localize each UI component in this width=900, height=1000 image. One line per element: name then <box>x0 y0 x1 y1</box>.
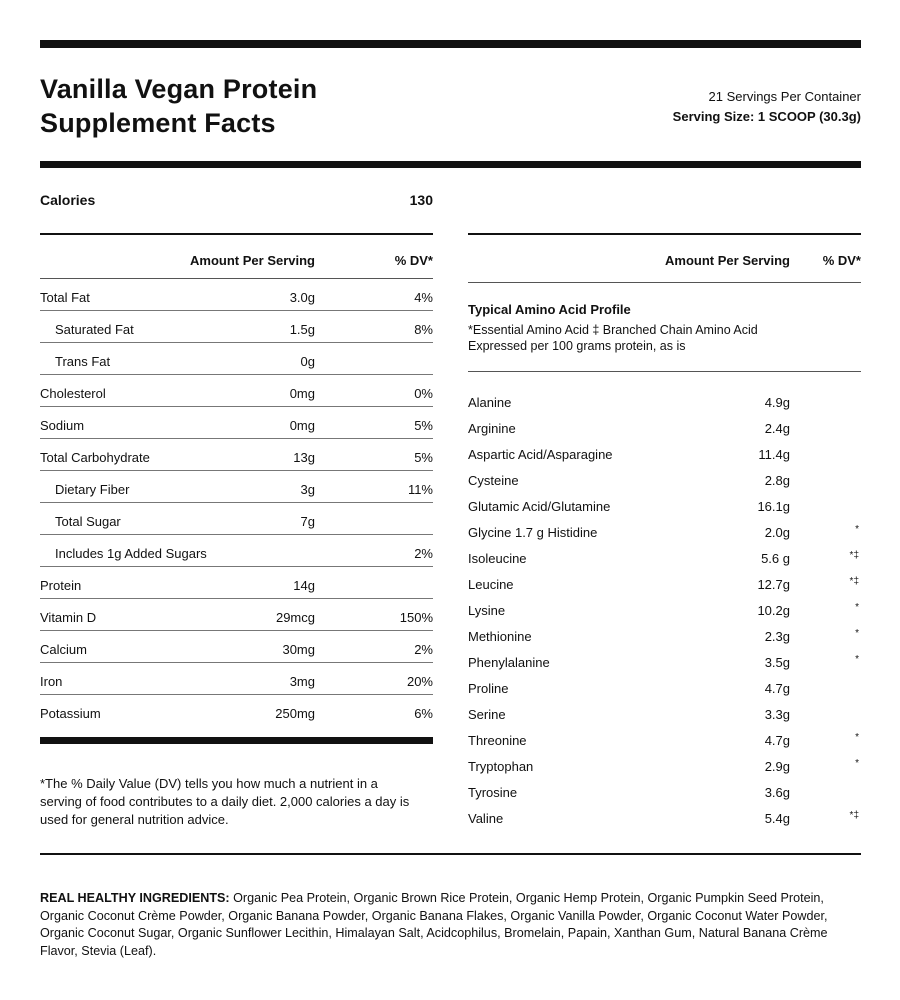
nutrient-row <box>40 535 433 567</box>
amino-name: Isoleucine <box>468 551 527 566</box>
amount-header: Amount Per Serving <box>190 253 315 268</box>
nutrient-row <box>40 311 433 343</box>
amino-amount: 2.9g <box>764 759 790 774</box>
amino-row <box>468 729 861 755</box>
amino-name: Leucine <box>468 577 514 592</box>
amino-profile-heading <box>468 283 861 372</box>
nutrient-amount: 0mg <box>289 386 315 401</box>
amino-name: Tryptophan <box>468 759 534 774</box>
serving-info <box>673 87 861 127</box>
amino-amount: 3.6g <box>764 785 790 800</box>
nutrient-dv: 5% <box>414 450 433 465</box>
amino-amount: 12.7g <box>757 577 790 592</box>
nutrient-name: Sodium <box>40 418 85 433</box>
amino-row <box>468 417 861 443</box>
amino-profile-note <box>468 322 861 354</box>
nutrient-name: Potassium <box>40 706 101 721</box>
nutrient-amount: 3.0g <box>289 290 315 305</box>
nutrient-row <box>40 375 433 407</box>
nutrient-amount: 0mg <box>289 418 315 433</box>
nutrient-dv: 150% <box>399 610 433 625</box>
servings-per-container: 21 Servings Per Container <box>708 89 861 104</box>
nutrient-amount: 29mcg <box>275 610 315 625</box>
nutrient-amount: 1.5g <box>289 322 315 337</box>
amino-amount: 11.4g <box>758 447 790 462</box>
nutrient-row <box>40 407 433 439</box>
nutrient-row <box>40 503 433 535</box>
amino-amount: 4.7g <box>764 681 790 696</box>
amino-name: Lysine <box>468 603 506 618</box>
amino-row <box>468 703 861 729</box>
amino-row <box>468 625 861 651</box>
nutrient-table <box>40 233 433 744</box>
nutrient-dv: 5% <box>414 418 433 433</box>
amino-acid-table <box>468 233 861 833</box>
ingredients-divider <box>40 853 861 855</box>
amino-name: Proline <box>468 681 509 696</box>
dv-header: % DV* <box>394 253 433 268</box>
nutrient-name: Total Carbohydrate <box>40 450 150 465</box>
amino-marker: * <box>855 628 859 639</box>
calories-label: Calories <box>40 192 96 208</box>
amino-amount: 2.3g <box>764 629 790 644</box>
amino-amount: 4.9g <box>764 395 790 410</box>
amino-amount: 3.3g <box>764 707 790 722</box>
amino-row <box>468 547 861 573</box>
nutrient-dv: 2% <box>414 546 433 561</box>
amino-marker: * <box>855 758 859 769</box>
amino-row <box>468 651 861 677</box>
calories-value: 130 <box>409 192 433 208</box>
amino-dv-header: % DV* <box>822 253 861 268</box>
amino-legend: *Essential Amino Acid ‡ Branched Chain Amino Acid <box>468 323 758 337</box>
nutrient-name: Iron <box>40 674 63 689</box>
nutrient-amount: 3g <box>300 482 315 497</box>
page-title <box>40 72 317 140</box>
amino-table-header <box>468 235 861 283</box>
nutrient-dv: 4% <box>414 290 433 305</box>
nutrient-name: Calcium <box>40 642 87 657</box>
amino-amount: 3.5g <box>764 655 790 670</box>
amino-marker: * <box>855 524 859 535</box>
nutrient-amount: 7g <box>300 514 315 529</box>
nutrient-dv: 8% <box>414 322 433 337</box>
amino-amount: 4.7g <box>764 733 790 748</box>
nutrient-name: Saturated Fat <box>55 322 134 337</box>
nutrient-dv: 6% <box>414 706 433 721</box>
nutrient-row <box>40 439 433 471</box>
nutrient-name: Total Fat <box>40 290 90 305</box>
nutrient-row <box>40 343 433 375</box>
nutrient-row <box>40 279 433 311</box>
amino-name: Arginine <box>468 421 516 436</box>
amino-name: Alanine <box>468 395 512 410</box>
amino-profile-title: Typical Amino Acid Profile <box>468 302 631 317</box>
nutrient-amount: 250mg <box>275 706 315 721</box>
amino-marker: * <box>855 654 859 665</box>
amino-amount: 5.6 g <box>761 551 790 566</box>
amino-name: Aspartic Acid/Asparagine <box>468 447 613 462</box>
nutrient-row <box>40 567 433 599</box>
nutrient-table-header <box>40 235 433 279</box>
amino-name: Phenylalanine <box>468 655 550 670</box>
amino-name: Glycine 1.7 g Histidine <box>468 525 598 540</box>
nutrient-amount: 14g <box>293 578 315 593</box>
calories-row <box>40 192 433 212</box>
nutrient-amount: 30mg <box>282 642 315 657</box>
amino-marker: * <box>855 602 859 613</box>
amino-rows <box>468 372 861 833</box>
nutrient-table-bottom-rule <box>40 737 433 744</box>
nutrient-rows <box>40 279 433 727</box>
amino-amount: 16.1g <box>757 499 790 514</box>
amino-name: Cysteine <box>468 473 519 488</box>
amino-marker: *‡ <box>849 550 859 561</box>
nutrient-dv: 20% <box>406 674 433 689</box>
title-line-1: Vanilla Vegan Protein <box>40 74 318 104</box>
amino-row <box>468 573 861 599</box>
nutrient-dv: 11% <box>407 482 433 497</box>
amino-name: Glutamic Acid/Glutamine <box>468 499 611 514</box>
amino-name: Methionine <box>468 629 532 644</box>
amino-amount: 5.4g <box>764 811 790 826</box>
amino-row <box>468 677 861 703</box>
amino-name: Valine <box>468 811 504 826</box>
amino-name: Serine <box>468 707 506 722</box>
amino-marker: * <box>855 732 859 743</box>
top-divider <box>40 40 861 48</box>
amino-marker: *‡ <box>849 810 859 821</box>
nutrient-row <box>40 663 433 695</box>
nutrient-dv: 2% <box>414 642 433 657</box>
nutrient-name: Includes 1g Added Sugars <box>55 546 207 561</box>
amino-row <box>468 807 861 833</box>
amino-row <box>468 391 861 417</box>
nutrient-amount: 3mg <box>289 674 315 689</box>
nutrient-name: Protein <box>40 578 82 593</box>
title-line-2: Supplement Facts <box>40 108 276 138</box>
amino-amount: 2.0g <box>764 525 790 540</box>
amino-row <box>468 521 861 547</box>
nutrient-name: Vitamin D <box>40 610 97 625</box>
nutrient-row <box>40 631 433 663</box>
amino-basis: Expressed per 100 grams protein, as is <box>468 339 686 353</box>
nutrient-name: Dietary Fiber <box>55 482 130 497</box>
amino-name: Tyrosine <box>468 785 518 800</box>
amino-amount: 10.2g <box>757 603 790 618</box>
ingredients-label: REAL HEALTHY INGREDIENTS: <box>40 891 230 905</box>
nutrient-row <box>40 695 433 727</box>
amino-name: Threonine <box>468 733 527 748</box>
amino-row <box>468 495 861 521</box>
nutrient-name: Total Sugar <box>55 514 121 529</box>
amino-row <box>468 781 861 807</box>
amino-marker: *‡ <box>849 576 859 587</box>
serving-size: Serving Size: 1 SCOOP (30.3g) <box>672 109 861 124</box>
nutrient-dv: 0% <box>414 386 433 401</box>
ingredients-text: Organic Pea Protein, Organic Brown Rice Protein, Organic Hemp Protein, Organic Pumpkin Seed Protein, Organic Coconut Crème Powder, Organic Banana Powder, Organic Banana Flakes, Organic Vanilla Powder, Organic Coconut Water Powder, Organic Coconut Sugar, Organic Sunflower Lecithin, Himalayan Salt, Acidcophilus, Bromelain, Papain, Xanthan Gum, Natural Banana Crème Flavor, Stevia (Leaf). <box>40 891 828 958</box>
amino-row <box>468 599 861 625</box>
amino-amount-header: Amount Per Serving <box>665 253 790 268</box>
nutrient-name: Trans Fat <box>55 354 111 369</box>
ingredients-statement <box>40 890 862 960</box>
amino-row <box>468 469 861 495</box>
nutrient-row <box>40 599 433 631</box>
nutrient-amount: 13g <box>293 450 315 465</box>
nutrient-amount: 0g <box>300 354 315 369</box>
amino-row <box>468 755 861 781</box>
amino-row <box>468 443 861 469</box>
amino-amount: 2.4g <box>764 421 790 436</box>
amino-amount: 2.8g <box>764 473 790 488</box>
nutrient-row <box>40 471 433 503</box>
header-divider <box>40 161 861 168</box>
nutrient-name: Cholesterol <box>40 386 106 401</box>
daily-value-footnote: *The % Daily Value (DV) tells you how much a nutrient in a serving of food contributes to a daily diet. 2,000 calories a day is used for general nutrition advice. <box>40 776 410 827</box>
